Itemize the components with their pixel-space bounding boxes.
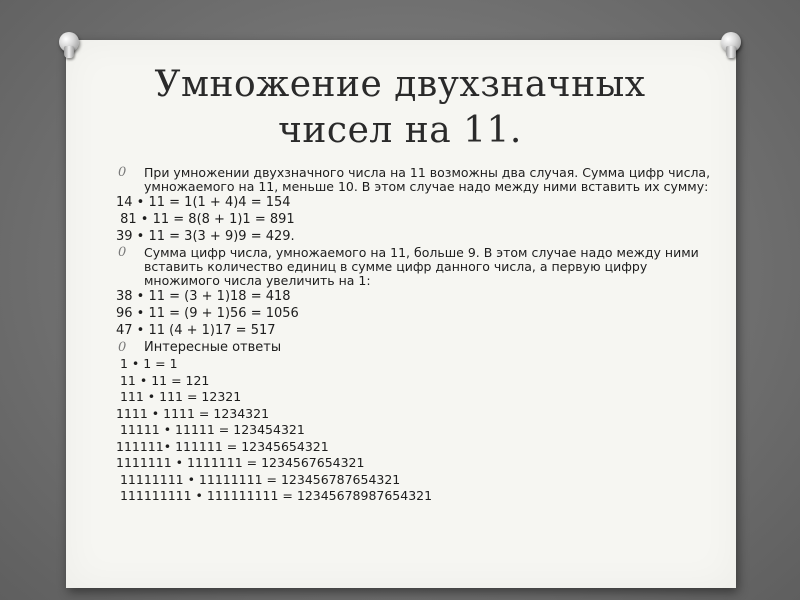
bullet-text-line: Сумма цифр числа, умножаемого на 11, больше 9. В этом случае надо между ними <box>144 245 699 260</box>
example-line: 1111111 • 1111111 = 1234567654321 <box>116 455 365 470</box>
bullet-text-line: Интересные ответы <box>144 340 282 355</box>
example-line: 1 • 1 = 1 <box>116 356 178 371</box>
example-line: 111111• 111111 = 12345654321 <box>116 438 329 454</box>
example-line: 38 • 11 = (3 + 1)18 = 418 <box>116 289 291 304</box>
example-line: 47 • 11 (4 + 1)17 = 517 <box>116 323 276 338</box>
bullet-text-line: При умножении двухзначного числа на 11 возможны два случая. Сумма цифр числа, <box>144 165 711 180</box>
bullet-text-line: вставить количество единиц в сумме цифр данного числа, а первую цифру <box>144 259 648 274</box>
title-line-2: чисел на 11. <box>278 110 522 151</box>
bullet-icon: 0 <box>118 165 127 180</box>
example-line: 14 • 11 = 1(1 + 4)4 = 154 <box>116 195 291 210</box>
bullet-item-case-2 <box>116 246 716 288</box>
example-line: 1111 • 1111 = 1234321 <box>116 405 270 421</box>
bullet-text-line: умножаемого на 11, меньше 10. В этом случае надо между ними вставить их сумму: <box>144 179 709 194</box>
title-line-1: Умножение двухзначных <box>154 64 646 105</box>
example-line: 96 • 11 = (9 + 1)56 = 1056 <box>116 306 299 321</box>
slide-content <box>116 166 716 505</box>
example-line: 111 • 111 = 12321 <box>116 389 242 404</box>
example-line: 111111111 • 111111111 = 12345678987654321 <box>116 488 433 503</box>
example-line: 39 • 11 = 3(3 + 9)9 = 429. <box>116 229 295 244</box>
pushpin-icon <box>58 32 80 58</box>
bullet-item-case-1 <box>116 166 716 194</box>
bullet-icon: 0 <box>118 245 127 260</box>
bullet-text-line: множимого числа увеличить на 1: <box>144 273 371 288</box>
bullet-item-interesting <box>116 340 716 356</box>
slide-title <box>100 62 700 154</box>
example-line: 11111111 • 11111111 = 123456787654321 <box>116 471 401 487</box>
example-line: 81 • 11 = 8(8 + 1)1 = 891 <box>116 212 295 227</box>
bullet-icon: 0 <box>118 340 127 355</box>
example-line: 11 • 11 = 121 <box>116 372 210 388</box>
example-line: 11111 • 11111 = 123454321 <box>116 422 305 437</box>
pushpin-icon <box>720 32 742 58</box>
